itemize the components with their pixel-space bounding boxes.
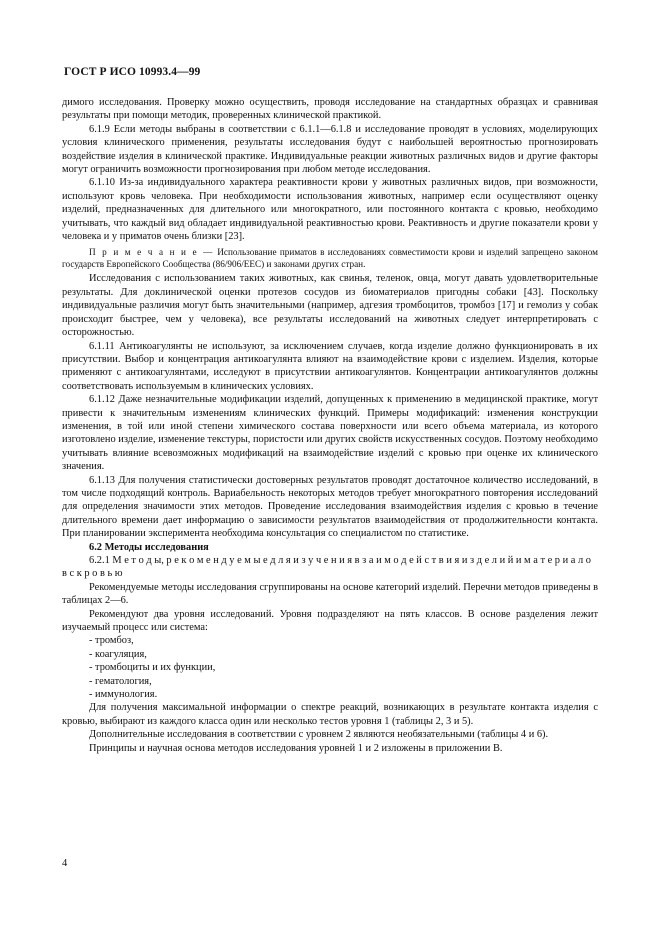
list-item: - гематология, — [89, 675, 152, 687]
paragraph-6-1-11: 6.1.11 Антикоагулянты не используют, за исключением случаев, когда изделие должно функционировать в их присутствии. Выбор и концентрация антикоагулянта влияют на взаимодействие крови с изделием. Изделия, которые применяют с антикоагулянтами, исследуют в присутствии антикоагулянтов. Концентрации антикоагулянтов должны соответствовать используемым в клинических условиях. — [62, 340, 598, 392]
paragraph-6-2-1: 6.2.1 М е т о д ы, р е к о м е н д у е м ы е д л я и з у ч е н и я в з а и м о д е й с т в и я и з д е л и й и м а т е р и а л о в с к р о в ь ю — [62, 555, 591, 580]
list-item: - иммунология. — [89, 689, 158, 701]
note-label: П р и м е ч а н и е — — [89, 247, 214, 258]
paragraph-principles: Принципы и научная основа методов исследования уровней 1 и 2 изложены в приложении В. — [89, 742, 503, 754]
note-text: Использование приматов в исследованиях совместимости крови и изделий запрещено законом государств Европейского Сообщества (86/906/ЕЕС) и законами других стран. — [62, 247, 598, 270]
paragraph-max-info: Для получения максимальной информации о спектре реакций, возникающих в результате контакта изделия с кровью, выбирают из каждого класса один или несколько тестов уровня 1 (таблицы 2, 3 и 5). — [62, 702, 598, 727]
paragraph-6-1-13: 6.1.13 Для получения статистически достоверных результатов проводят достаточное количество исследований, в том числе подходящий контроль. Вариабельность некоторых методов требует многократного повторения исследований для определения значимости этих методов. Проведение исследования взаимодействия изделия с кровью в течение длительного времени дает информацию о зависимости результатов взаимодействия от продолжительности контакта. При планировании эксперимента необходима консультация со специалистом по статистике. — [62, 474, 598, 540]
list-item: - коагуляция, — [89, 648, 147, 660]
page-number: 4 — [62, 858, 68, 869]
page-body — [62, 96, 598, 755]
paragraph-recommended: Рекомендуемые методы исследования сгруппированы на основе категорий изделий. Перечни методов приведены в таблицах 2—6. — [62, 581, 598, 607]
paragraph-additional: Дополнительные исследования в соответствии с уровнем 2 являются необязательными (таблицы 4 и 6). — [89, 729, 549, 741]
list-item: - тромбоз, — [89, 635, 134, 647]
paragraph-continuation: димого исследования. Проверку можно осуществить, проводя исследование на стандартных образцах и сравнивая результаты при помощи методик, проверенных клинической практикой. — [62, 97, 598, 122]
page-header: ГОСТ Р ИСО 10993.4—99 — [64, 66, 201, 78]
paragraph-levels: Рекомендуют два уровня исследований. Уровня подразделяют на пять классов. В основе разделения лежит изучаемый процесс или система: — [62, 608, 598, 634]
note — [62, 246, 598, 270]
paragraph-animals: Исследования с использованием таких животных, как свинья, теленок, овца, могут давать удовлетворительные результаты. Для доклинической оценки протезов сосудов из биоматериалов пригодны собаки [43]. Поскольку индивидуальные различия могут быть значительными (например, адгезия тромбоцитов, тромбоз [17] и гемолиз у собак происходит быстрее, чем у человека), все результаты исследований на животных следует интерпретировать с осторожностью. — [62, 273, 598, 339]
paragraph-6-1-12: 6.1.12 Даже незначительные модификации изделий, допущенных к применению в медицинской практике, могут привести к значительным изменениям клинических функций. Примеры модификаций: изменения конструкции изменения, в той или иной степени химического состава поверхности или всего объема материала, из которого изготовлено изделие, изменение текстуры, пористости или других свойств искусственных сосудов. Поэтому необходимо учитывать влияние всевозможных модификаций на взаимодействие изделий с кровью при оценке их клинического значения. — [62, 394, 598, 473]
list-item: - тромбоциты и их функции, — [89, 662, 216, 674]
section-heading-6-2: 6.2 Методы исследования — [89, 541, 209, 553]
paragraph-6-1-9: 6.1.9 Если методы выбраны в соответствии с 6.1.1—6.1.8 и исследование проводят в условиях, моделирующих условия клинического применения, результаты исследования будут с наибольшей вероятностью прогнозировать воздействие изделия в клинической практике. Индивидуальные реакции животных различных видов и другие факторы могут ограничить возможности прогнозирования при любом методе исследования. — [62, 123, 598, 176]
paragraph-6-1-10: 6.1.10 Из-за индивидуального характера реактивности крови у животных различных видов, при возможности, используют кровь человека. При необходимости использования животных, например если осуществляют оценку изделий, предназначенных для длительного или многократного, или постоянного контакта с кровью, необходимо учитывать, что каждый вид обладает индивидуальной реактивностью крови. Реактивность и другие показатели крови у человека и у приматов очень близки [23]. — [62, 177, 598, 243]
